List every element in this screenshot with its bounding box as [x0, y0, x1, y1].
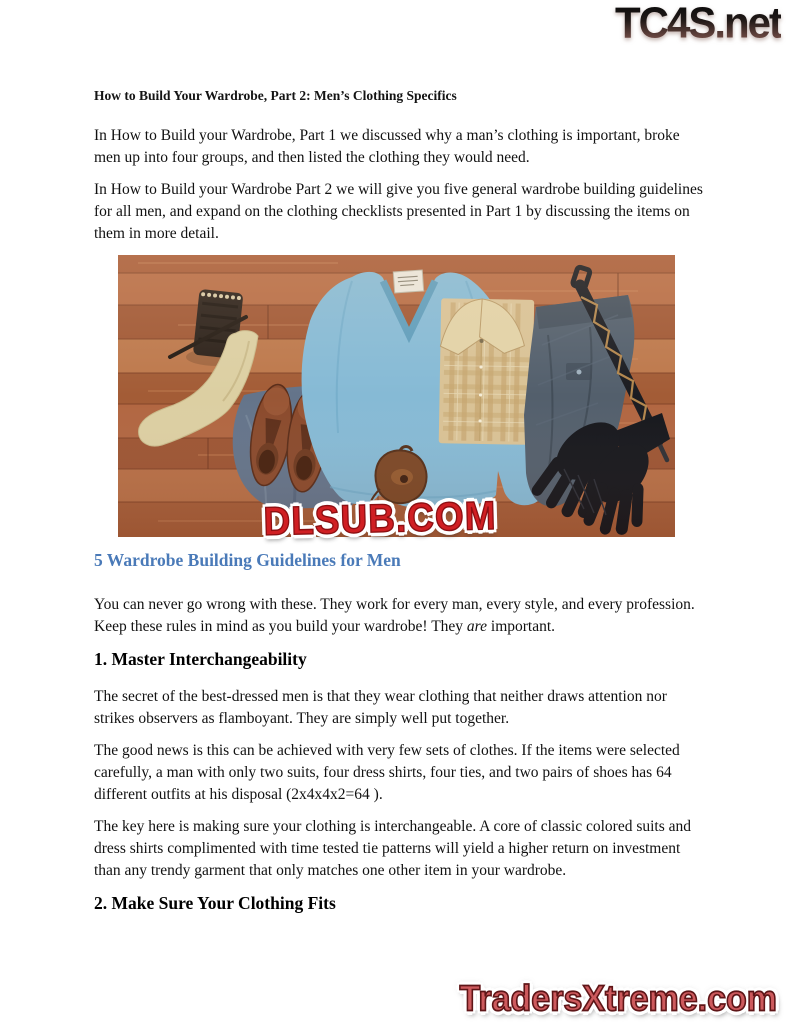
- photo-fade-overlay: [118, 255, 675, 537]
- guidelines-intro-after: important.: [487, 618, 556, 635]
- intro-paragraph-2: In How to Build your Wardrobe Part 2 we will give you five general wardrobe building guidelines for all men, and expand on the clothing checklists presented in Part 1 by discussing the items on them in more detail.: [94, 181, 703, 242]
- section-1-paragraph-3: The key here is making sure your clothing is interchangeable. A core of classic colored suits and dress shirts complimented with time tested tie patterns will yield a higher return on investment than any trendy garment that only matches one other item in your wardrobe.: [94, 818, 691, 879]
- intro-paragraph-1: In How to Build your Wardrobe, Part 1 we discussed why a man’s clothing is important, broke men up into four groups, and then listed the clothing they would need.: [94, 127, 680, 166]
- section-1-paragraph-2: The good news is this can be achieved with very few sets of clothes. If the items were selected carefully, a man with only two suits, four dress shirts, four ties, and two pairs of shoes has 64 different outfits at his disposal (2x4x4x2=64 ).: [94, 742, 680, 803]
- wardrobe-photo-illustration: [118, 255, 675, 537]
- section-1-heading: 1. Master Interchangeability: [94, 649, 307, 669]
- section-1-paragraph-1: The secret of the best-dressed men is that they wear clothing that neither draws attention nor strikes observers as flamboyant. They are simply well put together.: [94, 688, 667, 727]
- dlsub-watermark: DLSUB.COM: [262, 493, 497, 544]
- article-body: [94, 88, 706, 930]
- guidelines-intro-paragraph: [94, 594, 706, 638]
- emphasized-word: are: [466, 618, 488, 635]
- tradersxtreme-logo: TradersXtreme.com: [459, 979, 777, 1019]
- guidelines-heading: 5 Wardrobe Building Guidelines for Men: [94, 550, 401, 570]
- guidelines-intro-before: You can never go wrong with these. They work for every man, every style, and every profession. Keep these rules in mind as you build your wardrobe! They: [94, 596, 695, 635]
- tc4s-logo: TC4S.net: [614, 0, 781, 47]
- section-2-heading: 2. Make Sure Your Clothing Fits: [94, 893, 336, 913]
- wardrobe-photo: [118, 255, 675, 544]
- article-title: How to Build Your Wardrobe, Part 2: Men’s Clothing Specifics: [94, 88, 457, 103]
